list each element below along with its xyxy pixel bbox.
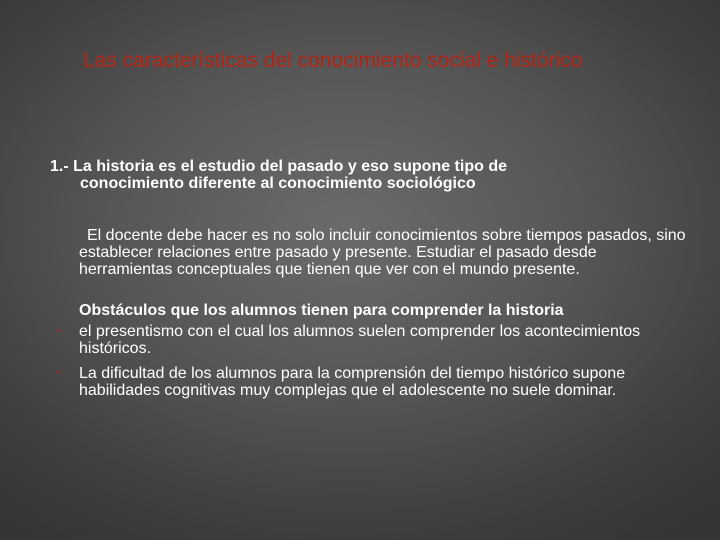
docente-paragraph: El docente debe hacer es no solo incluir conocimientos sobre tiempos pasados, sino establecer relaciones entre pasado y presente. Estudiar el pasado desde herramientas conceptuales que tienen que ver con el mundo presente. — [79, 227, 686, 278]
bullet-icon: • — [57, 326, 61, 337]
obstacles-heading: Obstáculos que los alumnos tienen para comprender la historia — [79, 302, 564, 319]
bullet-text: La dificultad de los alumnos para la comprensión del tiempo histórico supone habilidades cognitivas muy complejas que el adolescente no suele dominar. — [79, 365, 626, 399]
bullet-icon: • — [57, 368, 61, 379]
bullet-text: el presentismo con el cual los alumnos suelen comprender los acontecimientos históricos. — [79, 323, 641, 357]
slide-title: Las características del conocimiento social e histórico — [83, 49, 583, 72]
point-one — [50, 158, 660, 192]
bullet-item-tiempo-historico — [57, 365, 689, 399]
point-one-line-2: conocimiento diferente al conocimiento sociológico — [80, 175, 476, 192]
bullet-item-presentismo — [57, 323, 689, 357]
point-one-line-1: 1.- La historia es el estudio del pasado y eso supone tipo de — [50, 158, 507, 175]
